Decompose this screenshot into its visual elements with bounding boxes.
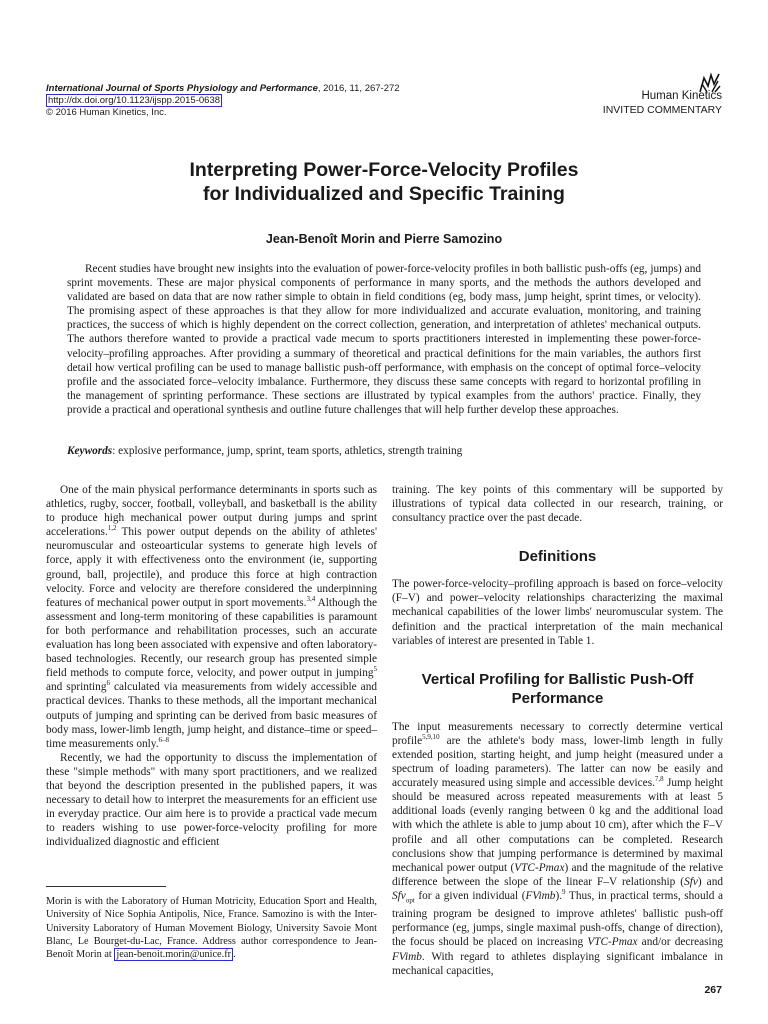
article-title: [0, 158, 768, 206]
page-number: 267: [704, 984, 722, 996]
abstract: Recent studies have brought new insights into the evaluation of power-force-velocity profiles in both ballistic push-offs (eg, jumps) and sprint movements. These are major physical components of performance in many sports, and the methods the authors developed and validated are based on data that are now rather simple to obtain in field conditions (eg, body mass, jump height, sprint times, or velocity). The promising aspect of these approaches is that they allow for more individualized and accurate evaluation, monitoring, and training practices, the success of which is highly dependent on the correct collection, generation, and interpretation of athletes' mechanical outputs. The authors therefore wanted to provide a practical vade mecum to sports practitioners interested in implementing these power-force-velocity–profiling approaches. After providing a summary of theoretical and practical definitions for the main variables, the authors first detail how vertical profiling can be used to manage ballistic push-off performance, with emphasis on the concept of optimal force–velocity profile and the associated force–velocity imbalance. Furthermore, they discuss these same concepts with regard to horizontal profiling in the management of sprinting performance. These sections are illustrated by typical examples from the authors' practice. Finally, they provide a practical and operational synthesis and outline future challenges that will help further develop these approaches.: [67, 263, 701, 416]
heading-definitions: Definitions: [518, 548, 597, 566]
author-email-link[interactable]: jean-benoit.morin@unice.fr: [116, 949, 232, 961]
definitions-paragraph: The power-force-velocity–profiling approach is based on force–velocity (F–V) and power–velocity relationships characterizing the maximal mechanical capabilities of the lower limbs' neuromuscular system. The definition and the practical interpretation of the main mechanical variables of interest are presented in Table 1.: [392, 578, 723, 647]
intro-paragraph-1: One of the main physical performance determinants in sports such as athletics, rugby, soccer, football, volleyball, and basketball is the ability to produce high mechanical power output during jumps and sprint accelerations.$^{1,2}$ This power output depends on the ability of athletes' neuromuscular and osteoarticular systems to generate high levels of force, apply it with effectiveness onto the environment (ie, supporting ground, ball, projectile), and produce this force at high contraction velocity. Force and velocity are therefore considered the underpinning features of mechanical power output in sport movements.$^{3,4}$ Although the assessment and long-term monitoring of these capabilities is paramount for both performance and rehabilitation processes, such an accurate evaluation has long been associated with expensive and often laboratory-based technologies. Recently, our research group has presented simple field methods to compute force, velocity, and power output in jumping$^5$ and sprinting$^6$ calculated via measurements from widely accessible and practical devices. Thanks to these methods, all the important mechanical outputs of jumping and sprinting can be derived from basic measures of body mass, lower-limb length, jump height, and distance–time or speed–time measurements only.$^{6-8}$: [46, 484, 377, 750]
human-kinetics-logo-icon: [698, 72, 722, 94]
title-line-1: Interpreting Power-Force-Velocity Profiles: [189, 159, 579, 181]
copyright: © 2016 Human Kinetics, Inc.: [46, 107, 167, 119]
authors: Jean-Benoît Morin and Pierre Samozino: [265, 232, 503, 246]
title-line-2: for Individualized and Specific Training: [203, 183, 565, 205]
intro-paragraph-2: Recently, we had the opportunity to discuss the implementation of these "simple methods" with many sport practitioners, and we realized that beyond the description presented in the published papers, it was necessary to detail how to interpret the measurements for an efficient use in everyday practice. Our aim here is to provide a practical vade mecum to readers wishing to use power-force-velocity profiling for more individualized diagnostic and efficient: [46, 751, 377, 849]
footnote-rule: [46, 886, 166, 887]
keywords-text: : explosive performance, jump, sprint, team sports, athletics, strength training: [112, 445, 463, 457]
article-type: INVITED COMMENTARY: [602, 104, 722, 116]
heading-vertical-profiling: Vertical Profiling for Ballistic Push-Off Performance: [421, 670, 694, 707]
publisher-name: Human Kinetics: [641, 90, 722, 102]
journal-name: International Journal of Sports Physiology and Performance: [46, 83, 318, 94]
journal-citation: , 2016, 11, 267-272: [317, 83, 400, 94]
keywords: [67, 444, 707, 458]
right-column: [392, 483, 723, 978]
keywords-label: Keywords: [67, 445, 113, 457]
publisher-block: [603, 72, 722, 116]
vertical-profiling-paragraph: The input measurements necessary to correctly determine vertical profile$^{5,9,10}$ are the athlete's body mass, lower-limb length in fully extended position, starting height, and jump height (measured under a spectrum of loading parameters). The latter can now be easily and accurately measured using simple and accessible devices.$^{7,8}$ Jump height should be measured across repeated measurements with at least 5 additional loads (evenly ranging between 0 kg and the additional load with which the athlete is able to jump about 10 cm), after which the F–V profile and all other computations can be completed. Research conclusions show that jumping performance is determined by maximal mechanical power output (VTC-Pmax) and the magnitude of the relative difference between the slope of the linear F–V relationship (Sfv) and Sfv$_{opt}$ for a given individual (FVimb).$^9$ Thus, in practical terms, should a training program be designed to improve athletes' ballistic push-off performance (eg, jumps, single maximal push-offs, change of direction), the focus should be placed on increasing VTC-Pmax and/or decreasing FVimb. With regard to athletes displaying significant imbalance in mechanical capacities,: [392, 720, 723, 977]
journal-header: [46, 83, 400, 119]
author-affiliations: Morin is with the Laboratory of Human Motricity, Education Sport and Health, University of Nice Sophia Antipolis, Nice, France. Samozino is with the Inter-University Laboratory of Human Movement Biology, University Savoie Mont Blanc, Le Bourget-du-Lac, France. Address author correspondence to Jean-Benoît Morin at jean-benoit.morin@unice.fr .: [46, 896, 377, 961]
left-column: [46, 483, 377, 849]
doi-link[interactable]: http://dx.doi.org/10.1123/ijspp.2015-0638: [48, 95, 221, 107]
intro-continuation: training. The key points of this commentary will be supported by illustrations of typical data collected in our research, training, or consultancy practice over the past decade.: [392, 484, 723, 525]
